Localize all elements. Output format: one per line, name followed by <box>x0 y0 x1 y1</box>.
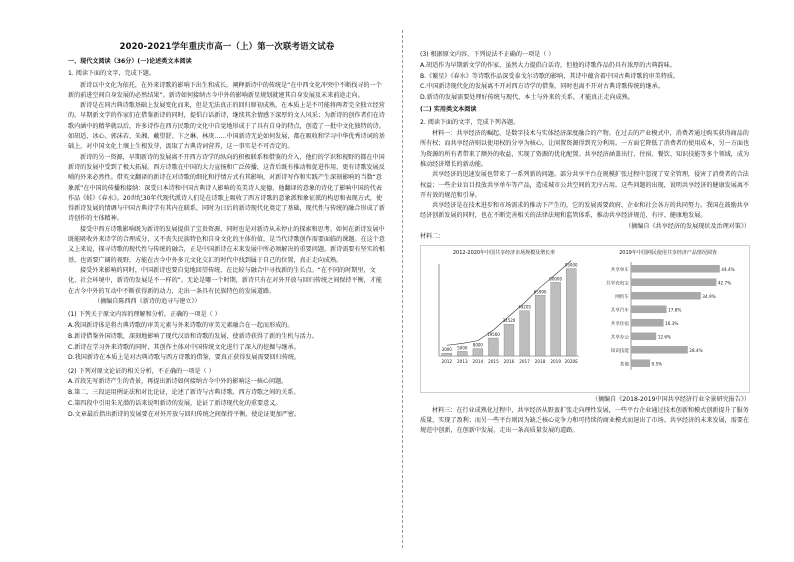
bar-2020E <box>566 269 576 356</box>
data-label: 17.8% <box>668 307 682 313</box>
tick-label: 2012 <box>441 359 453 365</box>
bar-其他 <box>631 360 650 368</box>
bar-2019 <box>551 283 561 357</box>
category-label: 共享住宿 <box>610 322 629 328</box>
passage-paragraph: 接受外来影响的同时，中国新诗也要自觉地回望传统，在比较与融合中寻找新的生长点。“在不同的时期里，文化、社会环境中，新诗的发展是不一样的”。无论是哪一个时期，新诗只有在对外开放与回归传统之间保持平衡，才能在古今中外的互动中不断获得新的动力，走出一条具有民族特色的发展道路。 <box>68 266 382 295</box>
data-label: 34.9% <box>702 294 716 300</box>
data-label: 5000 <box>457 345 468 351</box>
bar-2014 <box>473 349 483 356</box>
data-label: 34520 <box>502 318 516 324</box>
chart-title: 2019年中国网民使用共享经济产品情况调查 <box>619 250 717 257</box>
option-b[interactable]: B.新诗借鉴外国诗歌，深刻地影响了现代汉语和诗歌的发展，使新诗获得了新的生机与活力。 <box>68 332 318 340</box>
question-stem: (3) 根据原文内容，下列说法不正确的一项是（ ） <box>420 51 555 58</box>
right-column <box>420 0 750 562</box>
material-paragraph: 材料三：在行业成熟化过程中，共享经济从野蛮扩张走向理性发展，一些平台企业通过技术创新和模式创新提升了服务质量，实现了盈利；而另一些平台则因为缺乏核心竞争力和可持续的商业模式而退出了市场。共享经济的未来发展，需要在规范中创新，在创新中发展，走出一条高质量发展的道路。 <box>420 406 750 435</box>
bar-共享单车 <box>631 265 720 273</box>
tick-label: 2019 <box>550 359 562 365</box>
usage-survey-chart <box>591 250 745 386</box>
option-a[interactable]: A.首段先写新诗产生的背景，再提出新诗如何接纳古今中外的影响这一核心问题。 <box>68 378 288 386</box>
bar-共享充电宝 <box>631 279 716 287</box>
material-paragraph: 共享经济是在技术进步和市场需求的推动下产生的，它的发展需要政府、企业和社会各方的共同努力。我国在鼓励共享经济创新发展的同时，也在不断完善相关的法律法规和监管体系，推动共享经济规范、有序、健康地发展。 <box>420 202 749 220</box>
bar-2013 <box>457 352 467 357</box>
material-source: （摘编自《2018-2019中国共享经济行业全景研究报告》） <box>591 396 750 404</box>
data-label: 44.4% <box>721 267 735 273</box>
option-d[interactable]: D.我国新诗在本质上是对古典诗歌与西方诗歌的借鉴，要真正获得发展需要回归传统。 <box>68 354 301 362</box>
passage-source: （摘编自陈西西《新诗的追寻与建立》） <box>94 297 201 305</box>
option-c[interactable]: C.中国新诗现代化的发展离不开对西方诗学的借鉴，同时也离不开对古典诗歌传统的继承。 <box>420 83 664 91</box>
material-paragraph: 材料一：共享经济的崛起，是数字技术与实体经济深度融合的产物。在过去的产业模式中，消费者通过购买获得商品的所有权；而共享经济则以使用权的分享为核心，让闲置资源得到充分利用。一方面它降低了消费者的使用成本，另一方面也为资源的所有者带来了额外的收益，实现了资源的优化配置。共享经济涵盖出行、住宿、餐饮、知识技能等多个领域，成为推动经济增长的新动能。 <box>420 130 750 168</box>
bar-共享住宿 <box>631 319 664 327</box>
passage-paragraph: 新诗以中文化为依托，在外来诗歌的影响下出生和成长。阐释新诗中的传统是“在中西文化冲突中不断找寻的一个新的前进空间自身发展的必然结果”。新诗如何接纳古今中外的影响新星规划就建其自身发展及未来前途走向。 <box>68 81 382 99</box>
usage-survey-chart-svg <box>591 256 745 382</box>
category-label: 共享充电宝 <box>606 281 629 287</box>
bar-2017 <box>520 311 530 356</box>
left-column <box>68 0 386 562</box>
tick-label: 2015 <box>488 359 499 365</box>
tick-label: 2016 <box>503 359 515 365</box>
tick-label: 2020E <box>564 359 578 365</box>
data-label: 49205 <box>518 305 531 311</box>
data-label: 16.3% <box>665 321 679 327</box>
passage-paragraph: 新诗是在同古典诗歌基础上发展变化而来，但是无法真正的回归原初成熟，在本质上是不可能将两者完全独立经营的。早期新文学的作家们在借鉴新诗的同时，提倡白话新诗，继续其余情感下深厚的文人风采；为新诗的创作者们在诗歌内涵中的精华就以后，许多诗作在西方民歌的文化中自觉地形成于了具有自身的特点，创造了一批中文化独特的诗。如胡适、冰心、郭沫若、朱湘、戴望舒、卞之琳、林庚……中国新诗无论如何发展，都在吸收和学习中华优秀诗词的基础上，对中国文化土壤上生根发芽，汲取了古典诗词营养，这一事实是不可否定的。 <box>68 102 385 151</box>
option-c[interactable]: C.新诗在学习外来诗歌的同时，其创作主体对中国传统文化进行了深入的挖掘与继承。 <box>68 343 300 351</box>
material-paragraph: 共享经济的迅速发展也带来了一系列新的问题。部分共享平台在规模扩张过程中忽视了安全管理，侵害了消费者的合法权益；一些企业盲目投放共享单车等产品，造成城市公共空间的无序占用。这些问题的出现，说明共享经济的健康发展离不开有效的规范和引导。 <box>420 171 750 199</box>
option-b[interactable]: B.《繁星》《春水》等诗歌作品深受泰戈尔诗歌的影响，其诗中蕴含着中国古典诗歌的审美特质。 <box>420 72 680 80</box>
option-b[interactable]: B.第二、三段运用例证法和对比论证，论述了新诗与古典诗歌、西方诗歌之间的关系。 <box>68 389 300 397</box>
category-label: 网约车 <box>615 295 629 301</box>
bar-共享办公 <box>631 333 656 341</box>
bar-知识技能 <box>631 346 688 354</box>
section-heading-2: (二) 实用类文本阅读 <box>420 106 477 114</box>
instruction-1: 1. 阅读下面的文字，完成下题。 <box>68 70 155 78</box>
exam-title: 2020-2021学年重庆市高一（上）第一次联考语文试卷 <box>119 41 335 51</box>
question-3 <box>420 50 750 103</box>
bar-共享汽车 <box>631 306 667 314</box>
category-label: 知识技能 <box>610 349 629 355</box>
option-d[interactable]: D.文章最后指出新诗的发展要在对外开放与回归传统之间保持平衡，使论证更加严密。 <box>68 410 301 418</box>
question-stem: (2) 下列对原文论证的相关分析，不正确的一项是（ ） <box>68 367 215 375</box>
bar-2018 <box>535 296 545 357</box>
chart-title: 2012-2020年中国共享经济市场规模及增长率 <box>452 250 556 257</box>
bar-2012 <box>442 354 452 357</box>
question-stem: (1) 下列关于原文内容的理解和分析，正确的一项是（ ） <box>68 311 221 319</box>
option-c[interactable]: C.第四段中引用朱光潜的话来说明新诗的发展，论证了新诗现代化的重要意义。 <box>68 400 282 407</box>
question-1 <box>68 310 386 363</box>
bar-网约车 <box>631 292 701 300</box>
chart-area <box>420 245 750 393</box>
tick-label: 2013 <box>456 359 468 365</box>
tick-label: 2018 <box>534 359 546 365</box>
category-label: 共享单车 <box>610 268 629 274</box>
passage-paragraph: 新诗的另一资源，早期新诗的发展离不开西方诗学的纵向的积极联系和借鉴的介入，他们的学识和视野的都在中国新诗的发展中受到了极大拓展。西方诗歌在中国的大力宣扬和广泛传播，这背后既有推动和促进作用，更有诗歌发展反哺的外来必然性。借英文翻译的新诗在对诗歌的细化和抒情方式有其影响，对新诗写作和实践产生深刻影响的当数“意象派”在中国的传播和接纳：深受日本诗和中国古典诗人影响的英美诗人庞德，他翻译的意象的诗化了影响中国的代表作品《蛙》《春水》。20世纪30年代现代派诗人们是在诗歌上吸收了西方诗歌的意象派和象征派的构思和表现方式，使得新诗发展的情调与中国古典诗学有其内在联系，同时为日后的新诗现代化奠定了基础，现代性与传统的融合形成了新诗创作的主体精神。 <box>68 153 385 223</box>
tick-label: 2017 <box>519 359 530 365</box>
category-label: 共享汽车 <box>610 308 629 314</box>
data-label: 80000 <box>549 276 563 282</box>
data-label: 3000 <box>441 347 452 353</box>
column-divider <box>402 30 403 548</box>
market-size-chart <box>425 250 583 386</box>
category-label: 其他 <box>619 362 629 368</box>
material-source: （摘编自《共享经济的发展现状及治理对策》） <box>625 222 750 230</box>
option-a[interactable]: A.我国新诗体是将古典诗歌的审美元素与外来诗歌的审美元素融合在一起而形成的。 <box>68 321 294 329</box>
data-label: 65990 <box>533 289 547 295</box>
data-label: 12.6% <box>657 334 672 340</box>
category-label: 共享办公 <box>610 335 629 341</box>
data-label: 19560 <box>487 332 500 338</box>
data-label: 9.5% <box>651 361 663 367</box>
material-2-label: 材料二： <box>420 233 445 241</box>
data-label: 28.4% <box>689 348 703 354</box>
data-label: 42.7% <box>717 280 732 286</box>
option-a[interactable]: A.胡适作为早期新文学的作家，虽然大力提倡白话诗，但他的诗歌作品仍具有浓厚的古典韵味。 <box>420 61 676 69</box>
instruction-2: 2. 阅读下面的文字，完成下列各题。 <box>420 118 520 126</box>
data-label: 95000 <box>564 262 578 268</box>
tick-label: 2014 <box>472 359 484 365</box>
bar-2015 <box>488 338 498 356</box>
section-heading-1: 一、现代文阅读（36分）(一)论述类文本阅读 <box>68 58 192 65</box>
passage-paragraph: 接受中西方诗歌影响既为新诗的发展提供了宝贵资源，同时也是对新诗从未停止的探索和思考。如何在新诗发展中既能吸收外来诗学的合理成分，又不丧失民族特色和自身文化的主体价值，是当代诗歌创作需要面临的课题。在这个意义上来说，探寻诗歌的现代性与传统的融合，正是中国新诗在未来发展中所必须解决的重要问题。新诗需要有坚实的根基，也需要广阔的视野，方能在古今中外多元文化交汇的时代中找到属于自己的位置，真正走向成熟。 <box>68 225 385 264</box>
bar-2016 <box>504 325 514 357</box>
question-2 <box>68 367 386 420</box>
option-d[interactable]: D.新诗的发展需要处理好传统与现代、本土与外来的关系，才能真正走向成熟。 <box>420 94 634 102</box>
data-label: 8000 <box>472 342 483 348</box>
market-size-chart-svg <box>425 256 583 382</box>
